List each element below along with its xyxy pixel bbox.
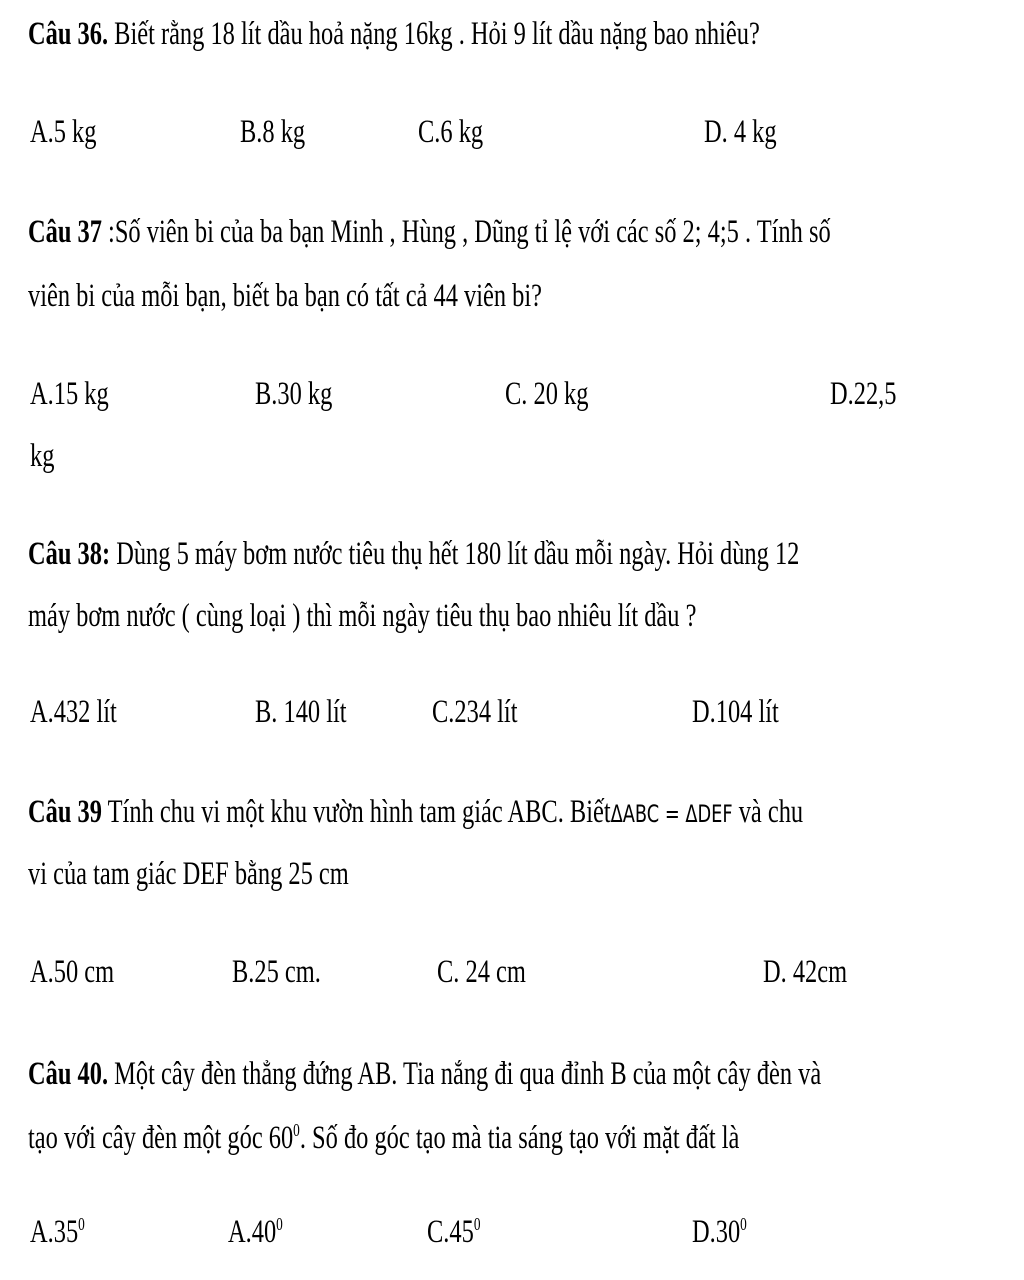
degree-mark: 0	[293, 1120, 300, 1140]
question-39-line2: vi của tam giác DEF bằng 25 cm	[28, 856, 349, 892]
question-36	[28, 14, 760, 54]
question-39-text-line1a: Tính chu vi một khu vườn hình tam giác ABC. Biết	[101, 794, 611, 830]
question-39	[28, 792, 803, 834]
q40-option-b-text: A.40	[228, 1214, 277, 1250]
q38-option-b[interactable]: B. 140 lít	[255, 694, 347, 730]
q38-option-d[interactable]: D.104 lít	[692, 694, 779, 730]
q38-option-c[interactable]: C.234 lít	[432, 694, 518, 730]
q40-option-c-degree: 0	[473, 1214, 481, 1234]
q37-option-d[interactable]: D.22,5	[830, 376, 897, 412]
q40-option-b[interactable]	[228, 1212, 283, 1252]
q40-option-c-text: C.45	[427, 1214, 474, 1250]
q36-option-c[interactable]: C.6 kg	[418, 114, 484, 150]
q36-option-b[interactable]: B.8 kg	[240, 114, 306, 150]
q37-option-b[interactable]: B.30 kg	[255, 376, 333, 412]
question-37-label: Câu 37	[28, 214, 102, 250]
angle-value: 60	[268, 1120, 294, 1156]
q40-option-a[interactable]	[30, 1212, 85, 1252]
q40-option-d[interactable]	[692, 1212, 747, 1252]
triangle-congruence-formula: ΔABC = ΔDEF	[610, 800, 733, 828]
q40-option-d-degree: 0	[740, 1214, 747, 1234]
question-38-label: Câu 38:	[28, 536, 111, 572]
q36-option-a[interactable]: A.5 kg	[30, 114, 97, 150]
q40-option-d-text: D.30	[692, 1214, 741, 1250]
q39-option-c[interactable]: C. 24 cm	[437, 954, 526, 990]
q37-option-d-wrap: kg	[30, 438, 55, 474]
q39-option-d[interactable]: D. 42cm	[763, 954, 848, 990]
question-38-line2: máy bơm nước ( cùng loại ) thì mỗi ngày tiêu thụ bao nhiêu lít dầu ?	[28, 598, 697, 634]
question-36-text: Biết rằng 18 lít dầu hoả nặng 16kg . Hỏi 9 lít dầu nặng bao nhiêu?	[108, 16, 760, 52]
question-40	[28, 1054, 821, 1094]
q40-option-a-degree: 0	[78, 1214, 85, 1234]
q39-option-b[interactable]: B.25 cm.	[232, 954, 321, 990]
q40-option-c[interactable]	[427, 1212, 480, 1252]
q39-option-a[interactable]: A.50 cm	[30, 954, 115, 990]
q37-option-a[interactable]: A.15 kg	[30, 376, 109, 412]
question-38-text-line1: Dùng 5 máy bơm nước tiêu thụ hết 180 lít dầu mỗi ngày. Hỏi dùng 12	[110, 536, 800, 572]
q40-option-a-text: A.35	[30, 1214, 79, 1250]
q37-option-c[interactable]: C. 20 kg	[505, 376, 589, 412]
question-40-text-line2a: tạo với cây đèn một góc	[28, 1120, 269, 1156]
question-38	[28, 534, 799, 574]
question-40-label: Câu 40.	[28, 1056, 109, 1092]
question-37	[28, 212, 831, 252]
question-39-label: Câu 39	[28, 794, 102, 830]
question-37-text-line1: :Số viên bi của ba bạn Minh , Hùng , Dũng tỉ lệ với các số 2; 4;5 . Tính số	[101, 214, 831, 250]
q38-option-a[interactable]: A.432 lít	[30, 694, 117, 730]
question-40-line2	[28, 1118, 739, 1158]
question-37-line2: viên bi của mỗi bạn, biết ba bạn có tất cả 44 viên bi?	[28, 278, 543, 314]
q40-option-b-degree: 0	[276, 1214, 283, 1234]
question-39-text-line1b: và chu	[732, 794, 804, 830]
q36-option-d[interactable]: D. 4 kg	[704, 114, 777, 150]
question-40-text-line1: Một cây đèn thẳng đứng AB. Tia nắng đi qua đỉnh B của một cây đèn và	[108, 1056, 822, 1092]
question-36-label: Câu 36.	[28, 16, 109, 52]
question-40-text-line2b: . Số đo góc tạo mà tia sáng tạo với mặt đất là	[299, 1120, 740, 1156]
